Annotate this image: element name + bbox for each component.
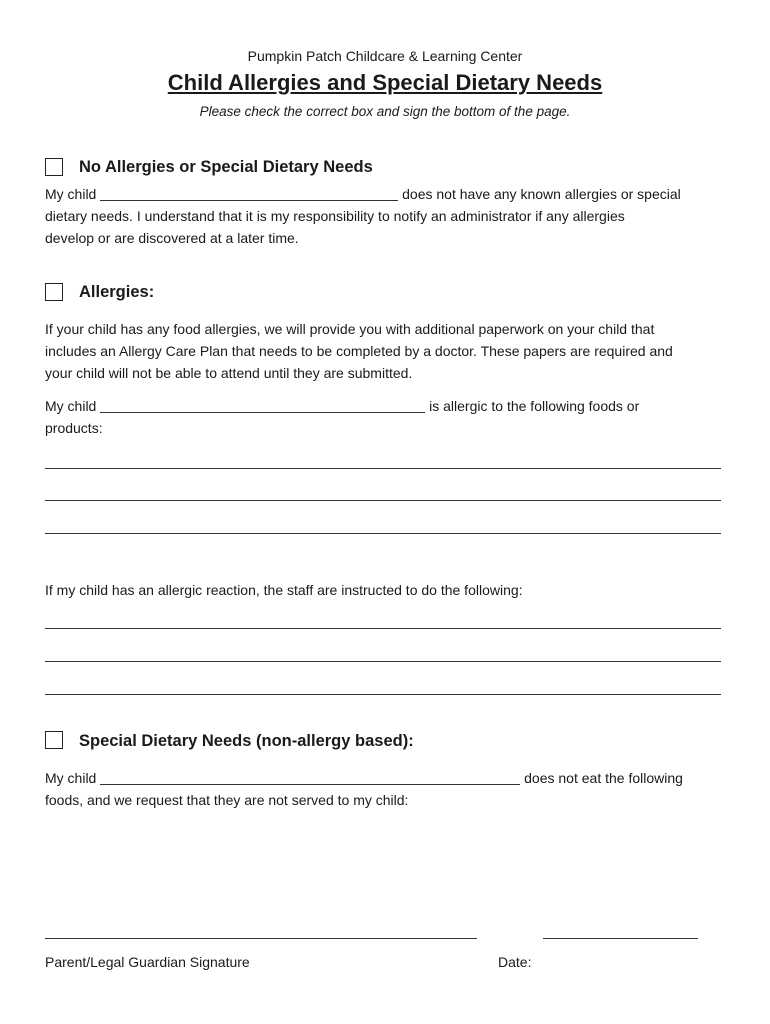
no-allergies-line1 — [45, 183, 735, 205]
special-diet-title: Special Dietary Needs (non-allergy based): — [79, 732, 414, 750]
allergic-prefix: My child — [45, 398, 97, 414]
no-allergies-line3: develop or are discovered at a later time. — [45, 230, 299, 246]
allergic-statement — [45, 395, 735, 439]
special-diet-prefix: My child — [45, 770, 97, 786]
allergic-suffix: is allergic to the following foods or — [429, 398, 640, 414]
special-diet-suffix: does not eat the following — [524, 770, 683, 786]
no-allergies-title: No Allergies or Special Dietary Needs — [79, 158, 373, 176]
allergies-info-line2: includes an Allergy Care Plan that needs to be completed by a doctor. These papers are required and — [45, 343, 673, 359]
allergies-checkbox[interactable] — [45, 283, 63, 301]
allergies-info-line3: your child will not be able to attend until they are submitted. — [45, 365, 413, 381]
instructions: Please check the correct box and sign the bottom of the page. — [199, 104, 571, 119]
allergies-title: Allergies: — [79, 283, 155, 301]
signature-label: Parent/Legal Guardian Signature — [45, 954, 250, 970]
allergies-info — [45, 318, 735, 384]
allergy-list-line-2[interactable] — [45, 500, 721, 501]
allergies-info-line1: If your child has any food allergies, we will provide you with additional paperwork on your child that — [45, 321, 655, 337]
signature-line[interactable] — [45, 938, 477, 939]
special-diet-line1 — [45, 767, 735, 789]
reaction-instructions-line-2[interactable] — [45, 661, 721, 662]
no-allergies-prefix: My child — [45, 186, 97, 202]
special-diet-statement — [45, 767, 735, 811]
allergic-line2: products: — [45, 420, 103, 436]
page-title — [0, 70, 770, 96]
reaction-instructions-line-1[interactable] — [45, 628, 721, 629]
organization-name: Pumpkin Patch Childcare & Learning Center — [247, 48, 523, 64]
allergic-child-name-field[interactable] — [100, 398, 425, 413]
no-allergies-suffix: does not have any known allergies or special — [402, 186, 681, 202]
allergic-line1 — [45, 395, 735, 417]
reaction-prompt: If my child has an allergic reaction, the staff are instructed to do the following: — [45, 582, 523, 598]
allergy-list-line-3[interactable] — [45, 533, 721, 534]
allergy-list-line-1[interactable] — [45, 468, 721, 469]
page-title-text: Child Allergies and Special Dietary Needs — [167, 70, 603, 95]
special-diet-line2: foods, and we request that they are not served to my child: — [45, 792, 409, 808]
special-diet-checkbox[interactable] — [45, 731, 63, 749]
special-diet-child-name-field[interactable] — [100, 770, 520, 785]
no-allergies-statement — [45, 183, 735, 249]
no-allergies-line2: dietary needs. I understand that it is my responsibility to notify an administrator if any allergies — [45, 208, 625, 224]
reaction-instructions-line-3[interactable] — [45, 694, 721, 695]
date-label: Date: — [498, 954, 532, 970]
no-allergies-checkbox[interactable] — [45, 158, 63, 176]
date-line[interactable] — [543, 938, 698, 939]
no-allergies-child-name-field[interactable] — [100, 186, 398, 201]
